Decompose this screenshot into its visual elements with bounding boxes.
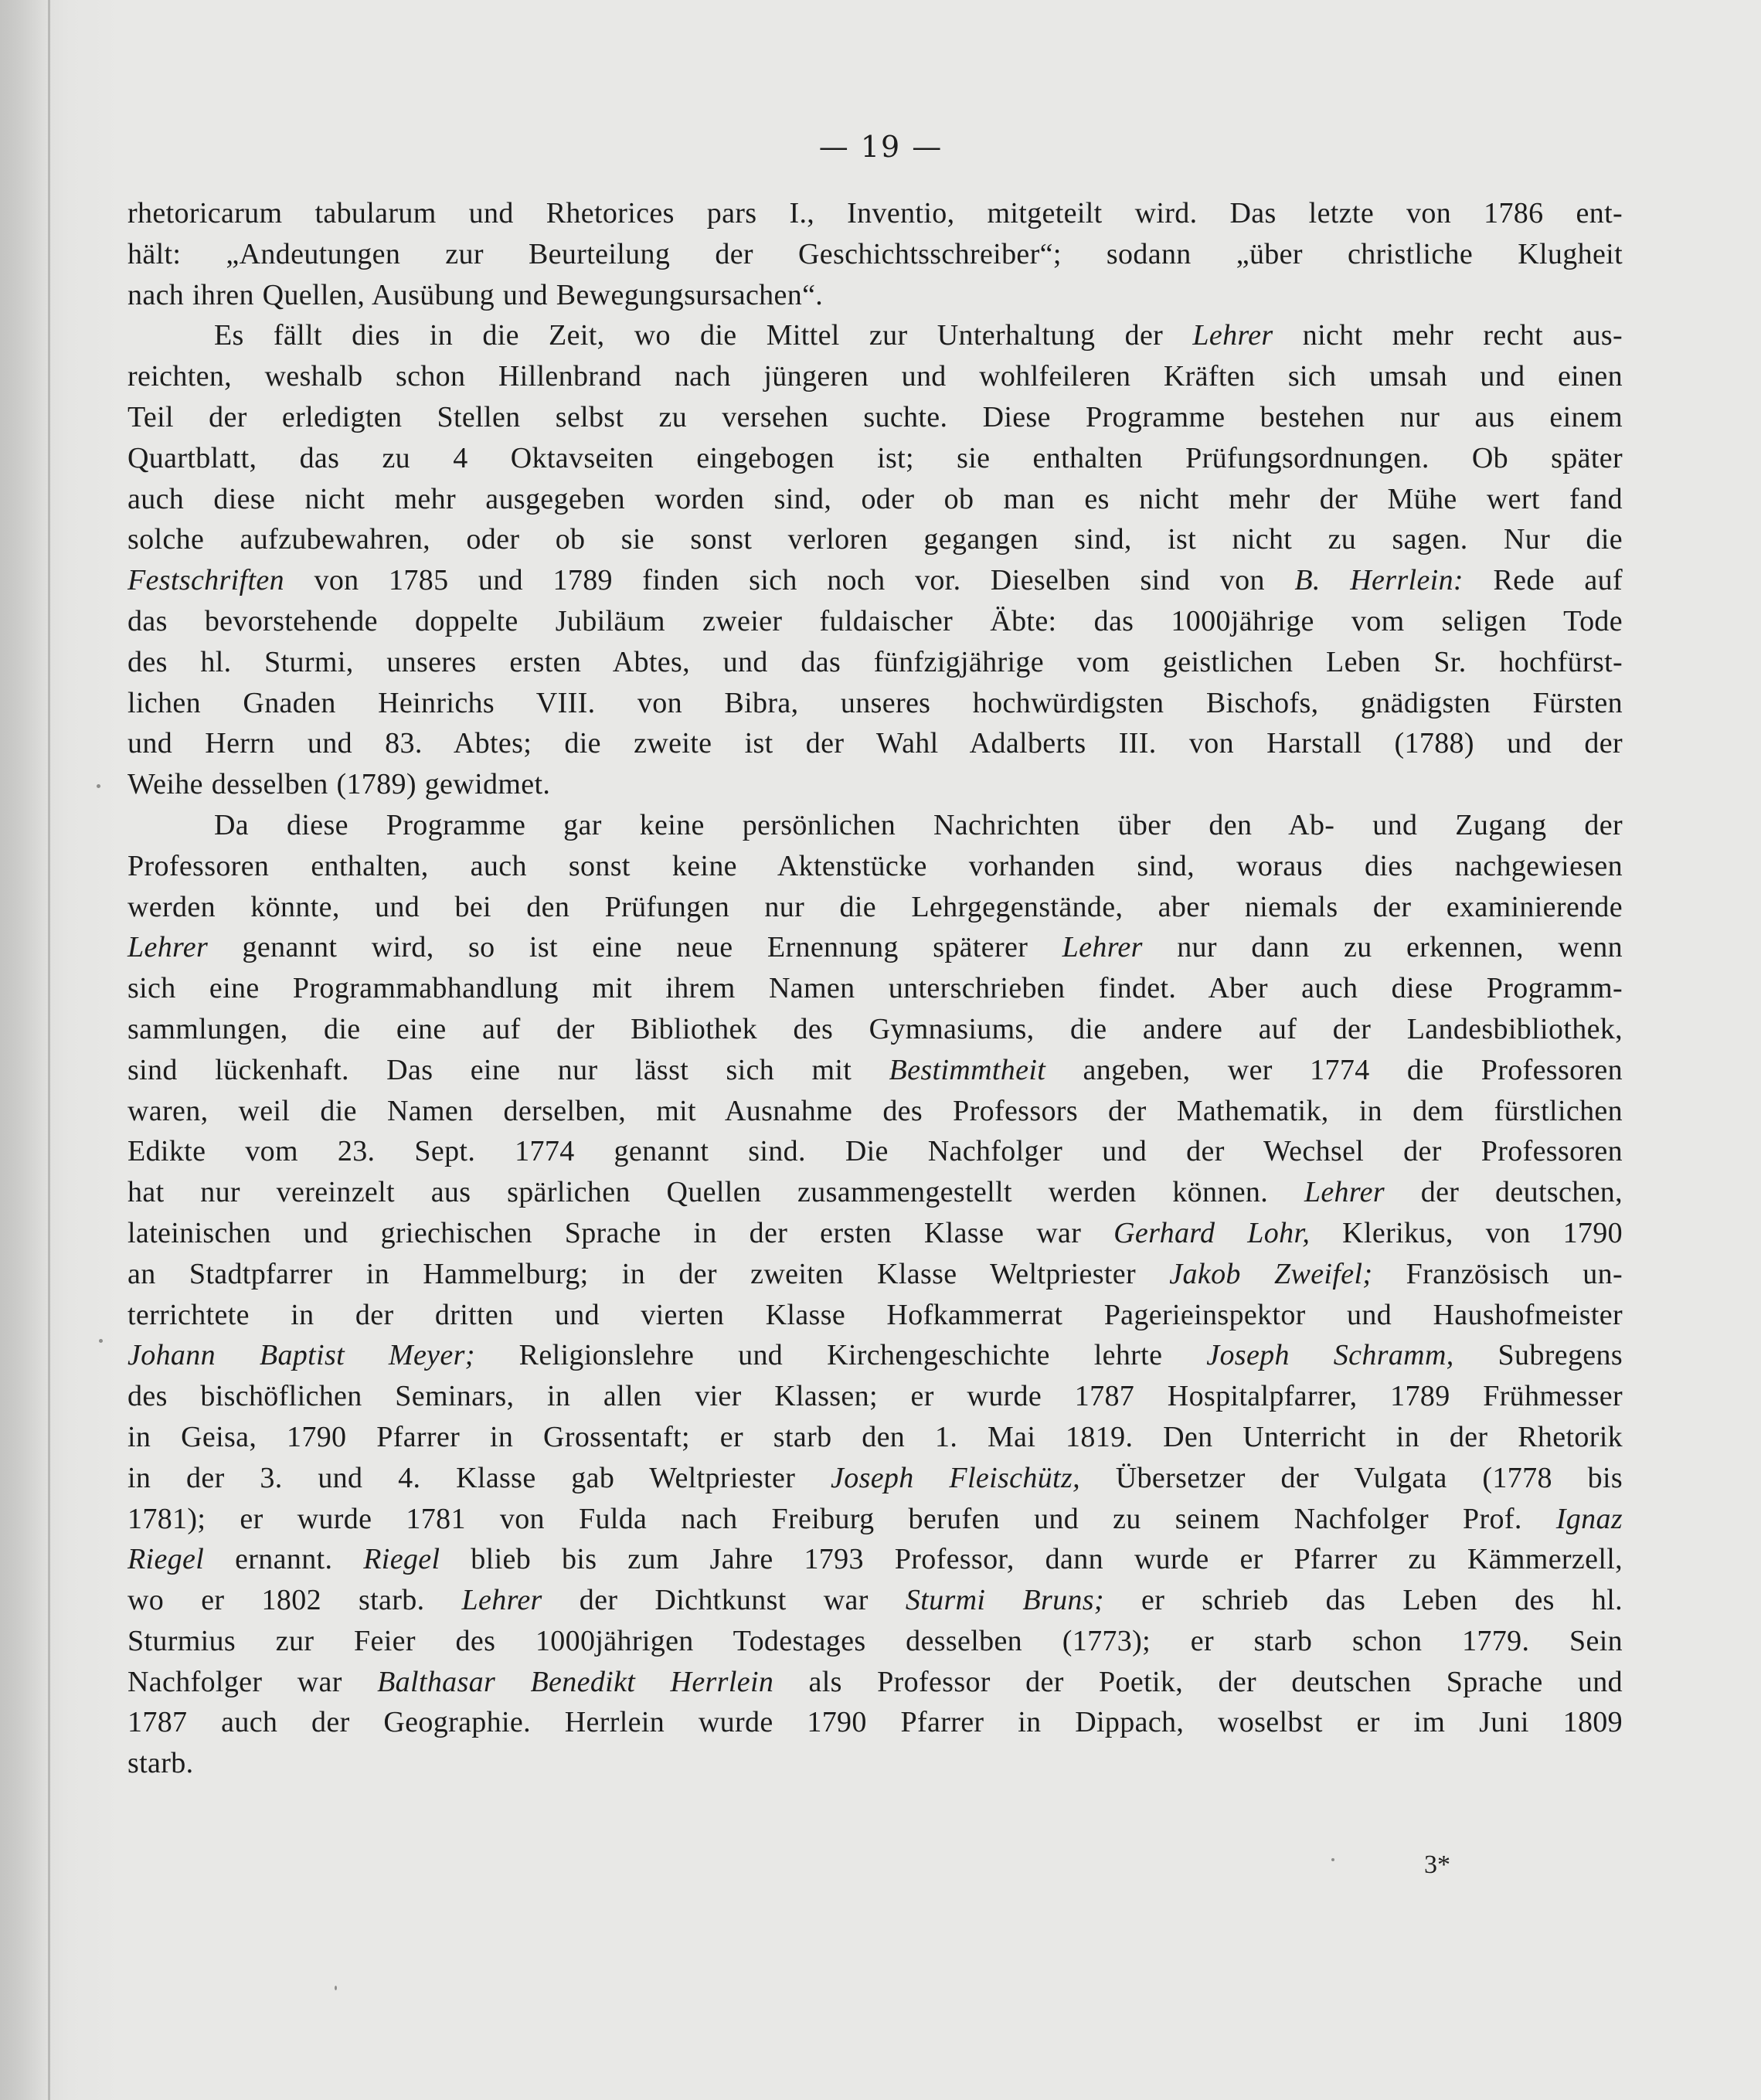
text-line: an Stadtpfarrer in Hammelburg; in der zweiten Klasse Weltpriester Jakob Zweifel; Französisch un-: [127, 1257, 1623, 1290]
text-line: Johann Baptist Meyer; Religionslehre und Kirchengeschichte lehrte Joseph Schramm, Subregens: [127, 1339, 1623, 1372]
text-line: solche aufzubewahren, oder ob sie sonst verloren gegangen sind, ist nicht zu sagen. Nur die: [127, 523, 1623, 556]
text-line: 1781); er wurde 1781 von Fulda nach Freiburg berufen und zu seinem Nachfolger Prof. Ignaz: [127, 1502, 1623, 1535]
text-line: und Herrn und 83. Abtes; die zweite ist der Wahl Adalberts III. von Harstall (1788) und der: [127, 727, 1623, 760]
text-line: auch diese nicht mehr ausgegeben worden sind, oder ob man es nicht mehr der Mühe wert fand: [127, 482, 1623, 515]
text-line: nach ihren Quellen, Ausübung und Bewegungsursachen“.: [127, 278, 824, 311]
page-number: — 19 —: [818, 130, 943, 164]
ink-speck: [97, 784, 100, 788]
text-line: Da diese Programme gar keine persönlichen Nachrichten über den Ab- und Zugang der: [214, 808, 1623, 841]
binding-shadow: [0, 0, 46, 2100]
text-line: lateinischen und griechischen Sprache in der ersten Klasse war Gerhard Lohr, Klerikus, von 1790: [127, 1216, 1623, 1249]
text-line: Professoren enthalten, auch sonst keine Aktenstücke vorhanden sind, woraus dies nachgewiesen: [127, 849, 1623, 882]
binding-line: [48, 0, 50, 2100]
text-line: sind lückenhaft. Das eine nur lässt sich mit Bestimmtheit angeben, wer 1774 die Professoren: [127, 1053, 1623, 1086]
text-line: sammlungen, die eine auf der Bibliothek des Gymnasiums, die andere auf der Landesbibliothek,: [127, 1012, 1623, 1045]
text-line: wo er 1802 starb. Lehrer der Dichtkunst war Sturmi Bruns; er schrieb das Leben des hl.: [127, 1584, 1623, 1617]
ink-speck: [99, 1339, 103, 1343]
text-line: Es fällt dies in die Zeit, wo die Mittel zur Unterhaltung der Lehrer nicht mehr recht aus-: [214, 319, 1623, 352]
text-line: Festschriften von 1785 und 1789 finden sich noch vor. Dieselben sind von B. Herrlein: Rede auf: [127, 564, 1623, 597]
text-line: das bevorstehende doppelte Jubiläum zweier fuldaischer Äbte: das 1000jährige vom seligen Tode: [127, 604, 1623, 637]
text-line: des bischöflichen Seminars, in allen vier Klassen; er wurde 1787 Hospitalpfarrer, 1789 Frühmesser: [127, 1380, 1623, 1413]
text-line: werden könnte, und bei den Prüfungen nur die Lehrgegenstände, aber niemals der examinierende: [127, 890, 1623, 923]
text-line: Sturmius zur Feier des 1000jährigen Todestages desselben (1773); er starb schon 1779. Sein: [127, 1624, 1623, 1657]
text-line: in Geisa, 1790 Pfarrer in Grossentaft; er starb den 1. Mai 1819. Den Unterricht in der Rhetorik: [127, 1420, 1623, 1453]
text-line: 1787 auch der Geographie. Herrlein wurde 1790 Pfarrer in Dippach, woselbst er im Juni 1809: [127, 1706, 1623, 1739]
text-line: lichen Gnaden Heinrichs VIII. von Bibra, unseres hochwürdigsten Bischofs, gnädigsten Fürsten: [127, 686, 1623, 719]
text-line: waren, weil die Namen derselben, mit Ausnahme des Professors der Mathematik, in dem fürstlichen: [127, 1094, 1623, 1127]
text-line: Edikte vom 23. Sept. 1774 genannt sind. Die Nachfolger und der Wechsel der Professoren: [127, 1135, 1623, 1168]
text-line: in der 3. und 4. Klasse gab Weltpriester Joseph Fleischütz, Übersetzer der Vulgata (1778 bis: [127, 1461, 1623, 1494]
text-line: reichten, weshalb schon Hillenbrand nach jüngeren und wohlfeileren Kräften sich umsah und einen: [127, 360, 1623, 393]
text-line: sich eine Programmabhandlung mit ihrem Namen unterschrieben findet. Aber auch diese Programm-: [127, 972, 1623, 1005]
text-line: terrichtete in der dritten und vierten Klasse Hofkammerrat Pagerieinspektor und Haushofmeister: [127, 1298, 1623, 1331]
signature-mark: 3*: [1424, 1850, 1450, 1879]
text-line: des hl. Sturmi, unseres ersten Abtes, und das fünfzigjährige vom geistlichen Leben Sr. hochfürst-: [127, 645, 1623, 678]
text-line: Teil der erledigten Stellen selbst zu versehen suchte. Diese Programme bestehen nur aus einem: [127, 400, 1623, 433]
text-line: hat nur vereinzelt aus spärlichen Quellen zusammengestellt werden können. Lehrer der deutschen,: [127, 1176, 1623, 1209]
text-line: Lehrer genannt wird, so ist eine neue Ernennung späterer Lehrer nur dann zu erkennen, wenn: [127, 931, 1623, 964]
ink-speck: [335, 1986, 337, 1990]
text-line: Riegel ernannt. Riegel blieb bis zum Jahre 1793 Professor, dann wurde er Pfarrer zu Kämmerzell,: [127, 1543, 1623, 1576]
text-line: starb.: [127, 1747, 194, 1780]
text-line: Weihe desselben (1789) gewidmet.: [127, 768, 551, 801]
body-text: [127, 193, 1623, 1784]
text-line: Nachfolger war Balthasar Benedikt Herrlein als Professor der Poetik, der deutschen Sprache und: [127, 1665, 1623, 1698]
ink-speck: [1331, 1858, 1334, 1861]
text-line: hält: „Andeutungen zur Beurteilung der Geschichtsschreiber“; sodann „über christliche Klugheit: [127, 237, 1623, 270]
text-line: rhetoricarum tabularum und Rhetorices pars I., Inventio, mitgeteilt wird. Das letzte von 1786 ent-: [127, 197, 1623, 229]
text-line: Quartblatt, das zu 4 Oktavseiten eingebogen ist; sie enthalten Prüfungsordnungen. Ob später: [127, 441, 1623, 474]
